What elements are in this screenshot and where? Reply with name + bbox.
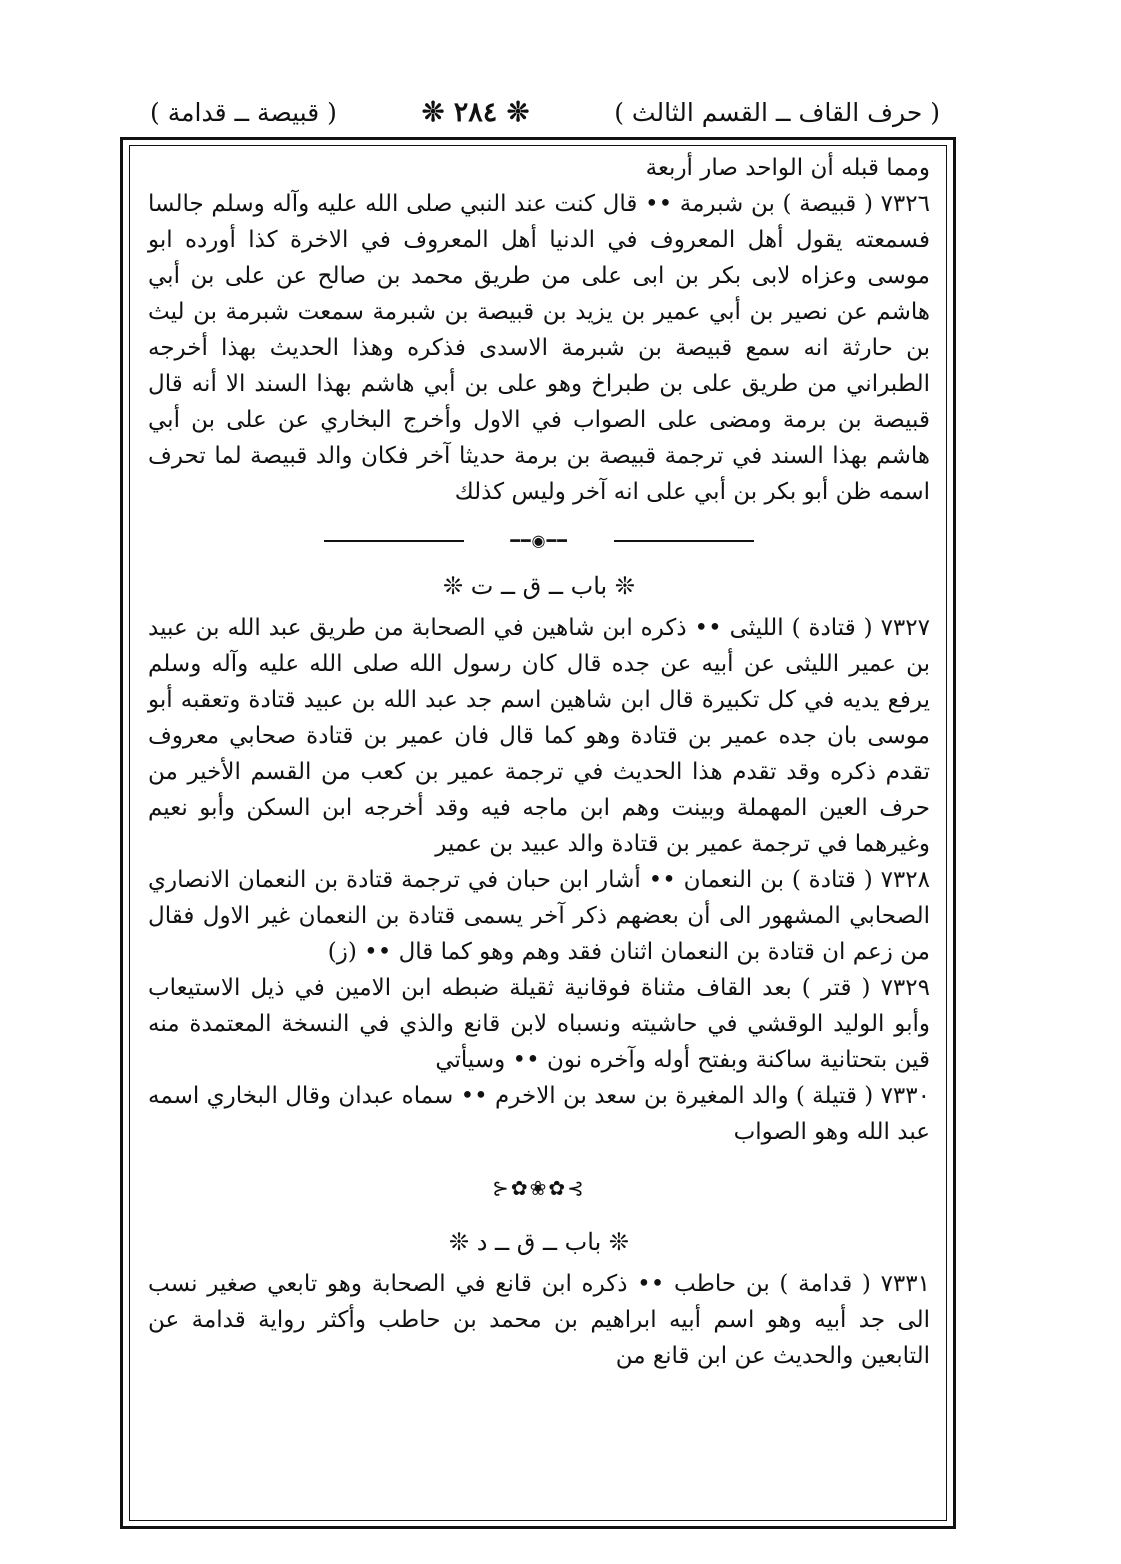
entry-7331: ٧٣٣١ ( قدامة ) بن حاطب •• ذكره ابن قانع في الصحابة وهو تابعي صغير نسب الى جد أبيه وهو اسم أبيه ابراهيم بن محمد بن حاطب وأكثر رواية قدامة عن التابعين والحديث عن ابن قانع من — [148, 1271, 930, 1369]
running-head — [150, 92, 940, 132]
header-entry-range: ( قبيصة ــ قدامة ) — [150, 97, 337, 127]
section-divider — [324, 532, 754, 550]
page-number: ❊ ٢٨٤ ❊ — [421, 96, 530, 128]
entry-7327: ٧٣٢٧ ( قتادة ) الليثى •• ذكره ابن شاهين في الصحابة من طريق عبد الله بن عبيد بن عمير الليثى عن أبيه عن جده قال كان رسول الله صلى الله عليه وآله وسلم يرفع يديه في كل تكبيرة قال ابن شاهين اسم جد عبد الله بن عبيد قتادة وتعقبه أبو موسى بان جده عمير بن قتادة وهو كما قال فان عمير بن قتادة صحابي معروف تقدم ذكره وقد تقدم هذا الحديث في ترجمة عمير بن كعب من القسم الأخير من حرف العين المهملة وبينت وهم ابن ماجه فيه وقد أخرجه ابن السكن وأبو نعيم وغيرهما في ترجمة عمير بن قتادة والد عبيد بن عمير — [148, 615, 930, 857]
divider-ornament: ━━◉━━ — [464, 532, 614, 550]
floral-ornament: ⊱✿❀✿⊰ — [492, 1176, 586, 1200]
header-section-title: ( حرف القاف ــ القسم الثالث ) — [614, 97, 940, 127]
entry-7330: ٧٣٣٠ ( قتيلة ) والد المغيرة بن سعد بن الاخرم •• سماه عبدان وقال البخاري اسمه عبد الله وهو الصواب — [147, 1083, 930, 1145]
chapter-heading-qaf-ta: ❊ باب ــ ق ــ ت ❊ — [443, 572, 635, 600]
continuation-line: ومما قبله أن الواحد صار أربعة — [645, 155, 930, 181]
page-body — [148, 150, 930, 1374]
entry-7328: ٧٣٢٨ ( قتادة ) بن النعمان •• أشار ابن حبان في ترجمة قتادة بن النعمان الانصاري الصحابي المشهور الى أن بعضهم ذكر آخر يسمى قتادة بن النعمان غير الاول فقال من زعم ان قتادة بن النعمان اثنان فقد وهم وهو كما قال •• (ز) — [148, 867, 930, 965]
entry-7326: ٧٣٢٦ ( قبيصة ) بن شبرمة •• قال كنت عند النبي صلى الله عليه وآله وسلم جالسا فسمعته يقول أهل المعروف في الدنيا أهل المعروف في الاخرة كذا أورده ابو موسى وعزاه لابى بكر بن ابى على من طريق محمد بن صالح عن على بن أبي هاشم عن نصير بن أبي عمير بن يزيد بن قبيصة بن شبرمة سمعت شبرمة بن ليث بن حارثة انه سمع قبيصة بن شبرمة الاسدى فذكره وهذا الحديث بهذا أخرجه الطبراني من طريق على بن طبراخ وهو على بن أبي هاشم بهذا السند الا أنه قال قبيصة بن برمة ومضى على الصواب في الاول وأخرج البخاري عن على بن أبي هاشم بهذا السند في ترجمة قبيصة بن برمة حديثا آخر فكان والد قبيصة لما تحرف اسمه ظن أبو بكر بن أبي على انه آخر وليس كذلك — [148, 191, 930, 505]
entry-7329: ٧٣٢٩ ( قتر ) بعد القاف مثناة فوقانية ثقيلة ضبطه ابن الامين في ذيل الاستيعاب وأبو الوليد الوقشي في حاشيته ونسباه لابن قانع والذي في النسخة المعتمدة منه قين بتحتانية ساكنة وبفتح أوله وآخره نون •• وسيأتي — [148, 975, 930, 1073]
chapter-heading-qaf-dal: ❊ باب ــ ق ــ د ❊ — [448, 1228, 629, 1256]
